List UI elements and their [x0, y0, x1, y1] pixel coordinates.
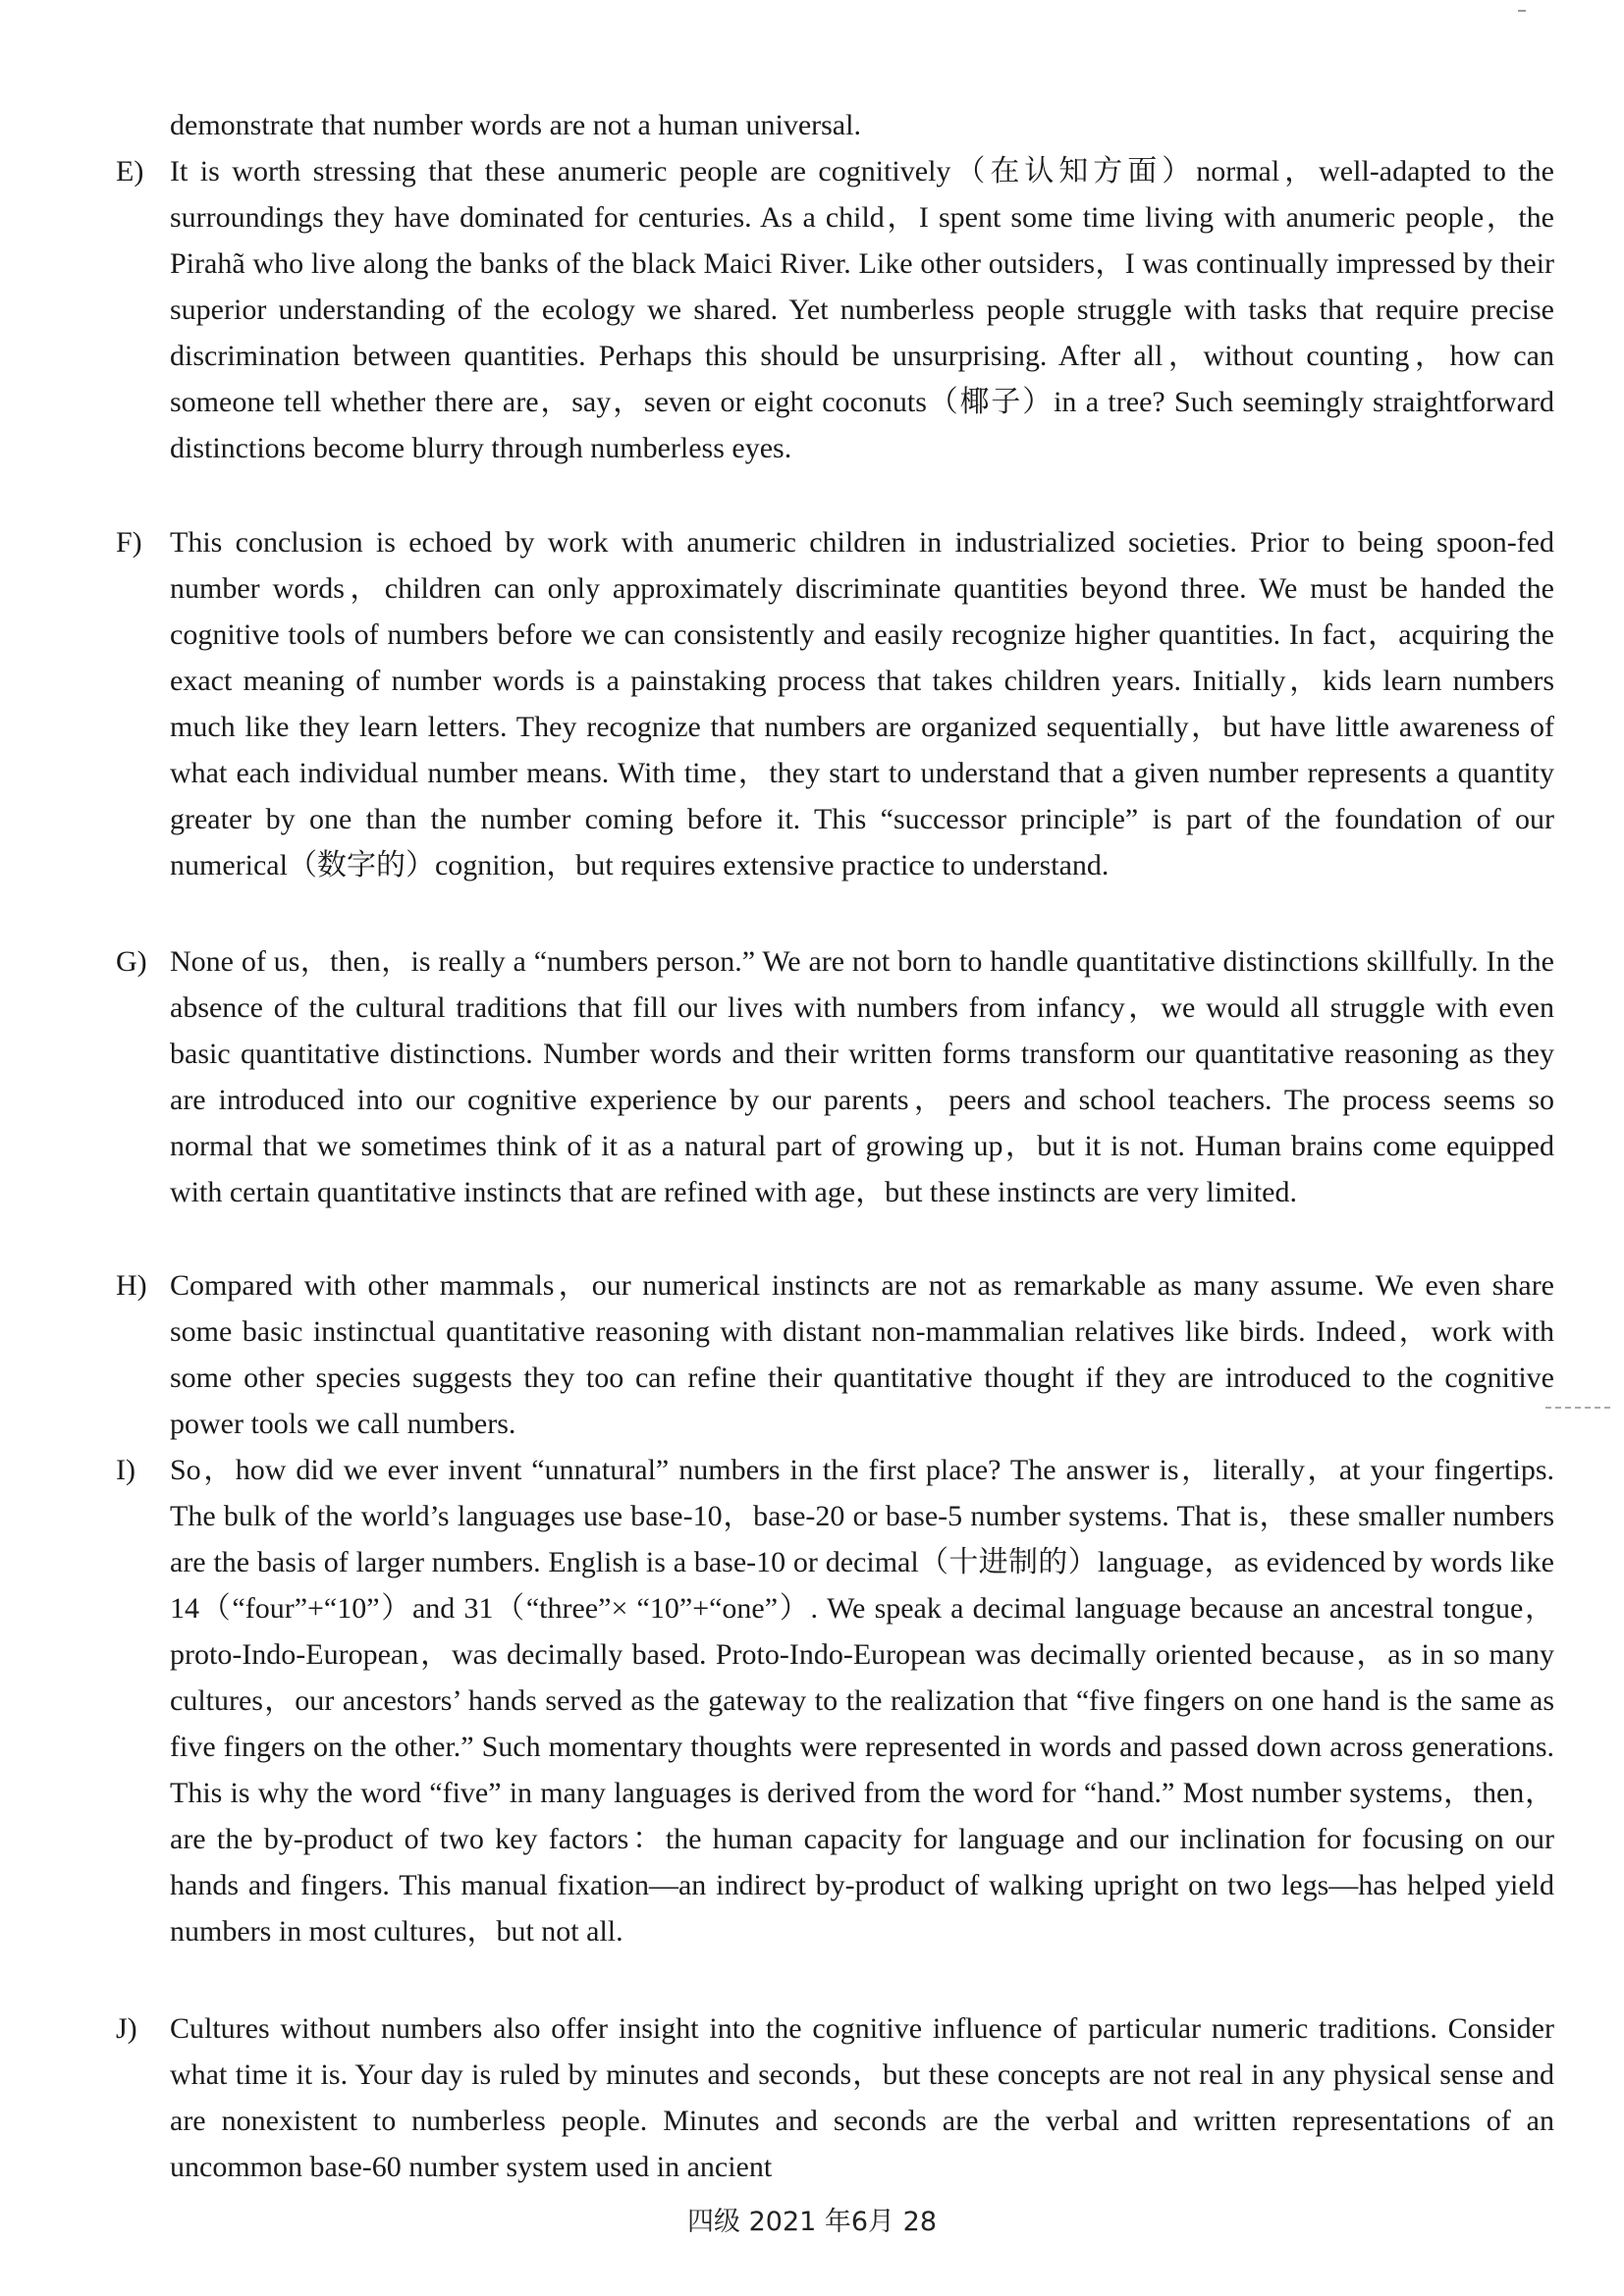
paragraph-text: Cultures without numbers also offer insight into the cognitive influence of particular numeric traditions. Consider what time it is. Your day is ruled by minutes and seconds，but these concepts are not real in any physical sense and are nonexistent to numberless people. Minutes and seconds are the verbal and written representations of an uncommon base-60 number system used in ancient [170, 2012, 1554, 2183]
paragraph-label: H) [116, 1269, 147, 1302]
scan-dash-mark [1545, 1407, 1610, 1409]
paragraph-f [116, 519, 1554, 888]
paragraph-g [116, 938, 1554, 1215]
paragraph-label: G) [116, 945, 147, 978]
paragraph-label: E) [116, 155, 144, 187]
paragraph-i [116, 1447, 1554, 1954]
paragraph-text: Compared with other mammals，our numerical instincts are not as remarkable as many assume. We even share some basic instinctual quantitative reasoning with distant non-mammalian relatives like birds. Indeed，work with some other species suggests they too can refine their quantitative thought if they are introduced to the cognitive power tools we call numbers. [170, 1269, 1554, 1440]
paragraph-text: This conclusion is echoed by work with anumeric children in industrialized societies. Prior to being spoon-fed number words，children can only approximately discriminate quantities beyond three. We must be handed the cognitive tools of numbers before we can consistently and easily recognize higher quantities. In fact，acquiring the exact meaning of number words is a painstaking process that takes children years. Initially，kids learn numbers much like they learn letters. They recognize that numbers are organized sequentially，but have little awareness of what each individual number means. With time，they start to understand that a given number represents a quantity greater by one than the number coming before it. This “successor principle” is part of the foundation of our numerical（数字的）cognition，but requires extensive practice to understand. [170, 526, 1554, 881]
scan-mark [1518, 10, 1526, 12]
paragraph-text: So，how did we ever invent “unnatural” numbers in the first place? The answer is，literally，at your fingertips. The bulk of the world’s languages use base-10，base-20 or base-5 number systems. That is，these smaller numbers are the basis of larger numbers. English is a base-10 or decimal（十进制的）language，as evidenced by words like 14（“four”+“10”）and 31（“three”× “10”+“one”）. We speak a decimal language because an ancestral tongue，proto-Indo-European，was decimally based. Proto-Indo-European was decimally oriented because，as in so many cultures，our ancestors’ hands served as the gateway to the realization that “five fingers on one hand is the same as five fingers on the other.” Such momentary thoughts were represented in words and passed down across generations. This is why the word “five” in many languages is derived from the word for “hand.” Most number systems，then，are the by-product of two key factors：the human capacity for language and our inclination for focusing on our hands and fingers. This manual fixation—an indirect by-product of walking upright on two legs—has helped yield numbers in most cultures，but not all. [170, 1454, 1554, 1948]
paragraph-label: J) [116, 2012, 137, 2045]
paragraph-label: F) [116, 526, 142, 559]
intro-line: demonstrate that number words are not a human universal. [170, 109, 861, 141]
paragraph-text: None of us，then，is really a “numbers person.” We are not born to handle quantitative distinctions skillfully. In the absence of the cultural traditions that fill our lives with numbers from infancy，we would all struggle with even basic quantitative distinctions. Number words and their written forms transform our quantitative reasoning as they are introduced into our cognitive experience by our parents，peers and school teachers. The process seems so normal that we sometimes think of it as a natural part of growing up，but it is not. Human brains come equipped with certain quantitative instincts that are refined with age，but these instincts are very limited. [170, 945, 1554, 1208]
paragraph-e [116, 148, 1554, 471]
paragraph-h [116, 1262, 1554, 1447]
paragraph-text: It is worth stressing that these anumeric people are cognitively（在认知方面）normal，well-adapted to the surroundings they have dominated for centuries. As a child，I spent some time living with anumeric people，the Pirahã who live along the banks of the black Maici River. Like other outsiders，I was continually impressed by their superior understanding of the ecology we shared. Yet numberless people struggle with tasks that require precise discrimination between quantities. Perhaps this should be unsurprising. After all，without counting，how can someone tell whether there are，say，seven or eight coconuts（椰子）in a tree? Such seemingly straightforward distinctions become blurry through numberless eyes. [170, 155, 1554, 464]
paragraph-j [116, 2005, 1554, 2190]
page-footer: 四级 2021 年6月 28 [687, 2207, 937, 2237]
paragraph-label: I) [116, 1454, 135, 1486]
